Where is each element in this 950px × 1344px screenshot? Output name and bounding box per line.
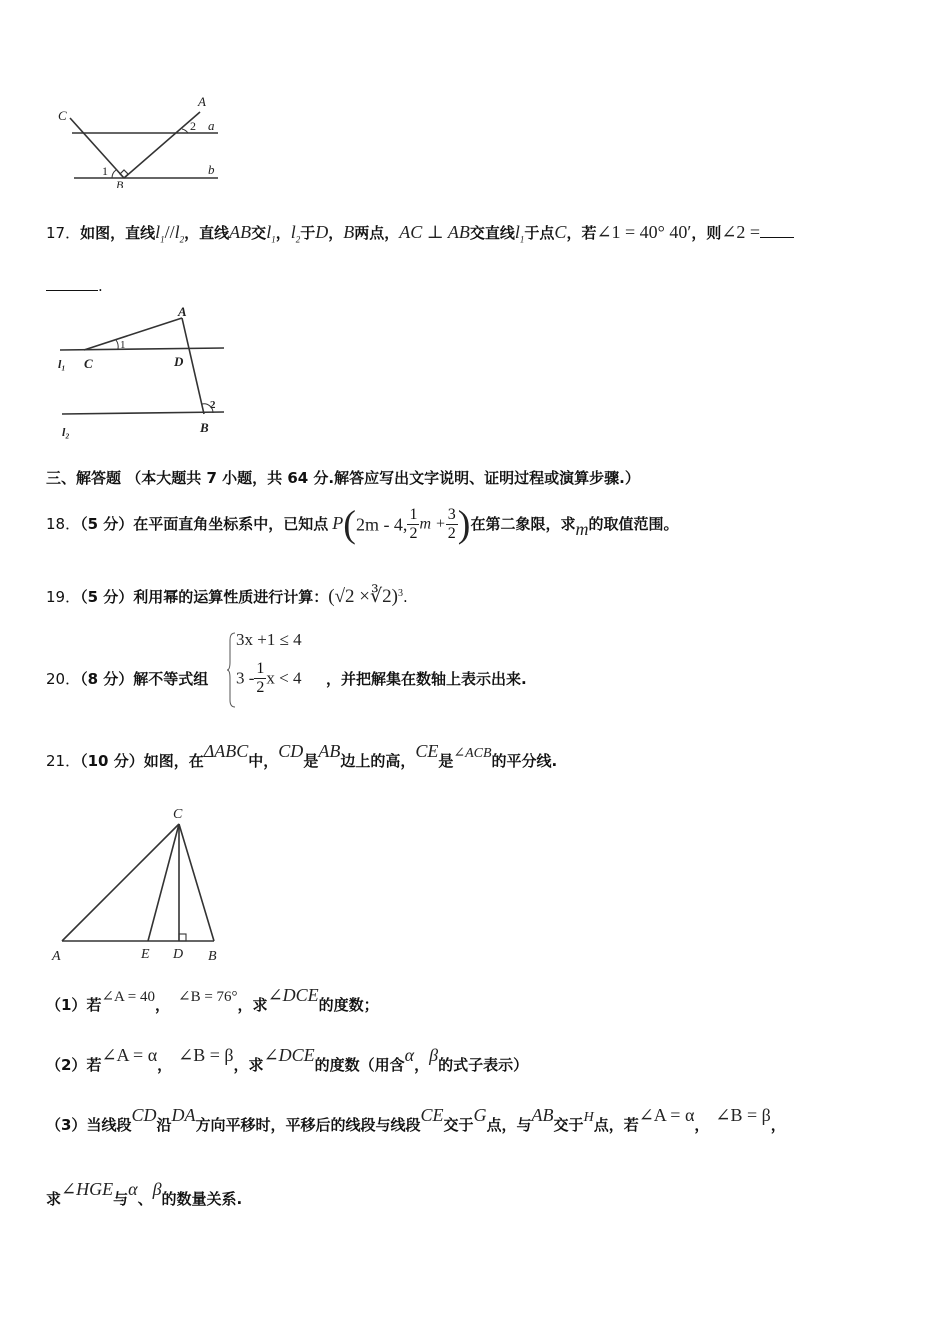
segment-ab — [182, 318, 204, 414]
segment-ca — [84, 318, 182, 350]
question-17: 17．如图，直线$l_1//l_2$，直线AB交$l_1$，$l_2$于D，B两点，AC ⊥ AB交直线$l_1$于点C，若∠1 = 40° 40′，则∠2 = — [46, 220, 794, 252]
label-C: C — [173, 807, 183, 822]
answer-blank-continued[interactable] — [46, 276, 98, 291]
label-D: D — [173, 947, 184, 962]
label-b: b — [208, 162, 215, 177]
label-E: E — [141, 947, 150, 962]
segment-cb — [70, 118, 124, 178]
question-number: 17． — [46, 224, 81, 242]
label-1: 1 — [120, 339, 126, 351]
figure-parallel-lines-angle — [50, 92, 230, 188]
question-19: 19．（5 分）利用幂的运算性质进行计算：(√2 ×∛2)$^3$. — [46, 586, 408, 607]
segment-ba — [124, 112, 200, 178]
label-B: B — [116, 178, 124, 188]
label-A: A — [198, 94, 206, 109]
question-20: 20．（8 分）解不等式组 3x +1 ≤ 4 3 - $\frac{1}{2}$ x < 4 ，并把解集在数轴上表示出来. — [46, 630, 746, 710]
system-brace — [226, 632, 236, 708]
right-angle-mark — [179, 934, 186, 941]
line-l2 — [62, 412, 224, 414]
side-ac — [62, 824, 179, 941]
angle-1-arc — [116, 340, 118, 349]
question-21-part-3-continued: 求∠HGE与α、β的数量关系. — [46, 1179, 243, 1208]
question-21-part-2: （2）若∠A = α， ∠B = β，求∠DCE的度数（用含α，β的式子表示） — [46, 1045, 529, 1074]
label-C: C — [84, 356, 93, 371]
answer-blank[interactable] — [760, 223, 794, 238]
label-2: 2 — [190, 119, 196, 133]
question-21-part-3: （3）当线段CD沿DA方向平移时，平移后的线段与线段CE交于G点，与AB交于H点，若∠A = α， ∠B = β， — [46, 1105, 786, 1134]
label-l1: l₁ — [58, 357, 66, 371]
figure-triangle-abc — [48, 800, 238, 970]
figure-q17 — [52, 306, 232, 440]
side-bc — [179, 824, 214, 941]
label-B: B — [208, 949, 217, 964]
inequality-1: 3x +1 ≤ 4 — [236, 630, 302, 649]
label-D: D — [174, 354, 184, 369]
question-21-part-1: （1）若∠A = 40， ∠B = 76°，求∠DCE的度数； — [46, 985, 379, 1014]
segment-ce — [148, 824, 179, 941]
angle-1-arc — [112, 170, 116, 178]
label-C: C — [58, 108, 67, 123]
question-18: 18．（5 分）在平面直角坐标系中，已知点 P(2m - 4, $\frac{1}{2}$ m + $\frac{3}{2}$ )在第二象限，求m的取值范围。 — [46, 503, 679, 546]
label-A: A — [178, 306, 187, 319]
label-B: B — [200, 420, 209, 435]
question-21: 21．（10 分）如图，在ΔABC中，CD是AB边上的高，CE是∠ACB的平分线. — [46, 741, 558, 770]
label-A: A — [52, 949, 61, 964]
inequality-2: 3 - $\frac{1}{2}$ x < 4 — [236, 660, 302, 696]
label-a: a — [208, 118, 215, 133]
label-2: 2 — [210, 399, 216, 411]
question-17-continued: . — [46, 274, 103, 298]
label-1: 1 — [102, 164, 108, 178]
label-l2: l₂ — [62, 425, 70, 439]
section-3-header: 三、解答题 （本大题共 7 小题，共 64 分.解答应写出文字说明、证明过程或演算步骤.） — [46, 469, 640, 487]
